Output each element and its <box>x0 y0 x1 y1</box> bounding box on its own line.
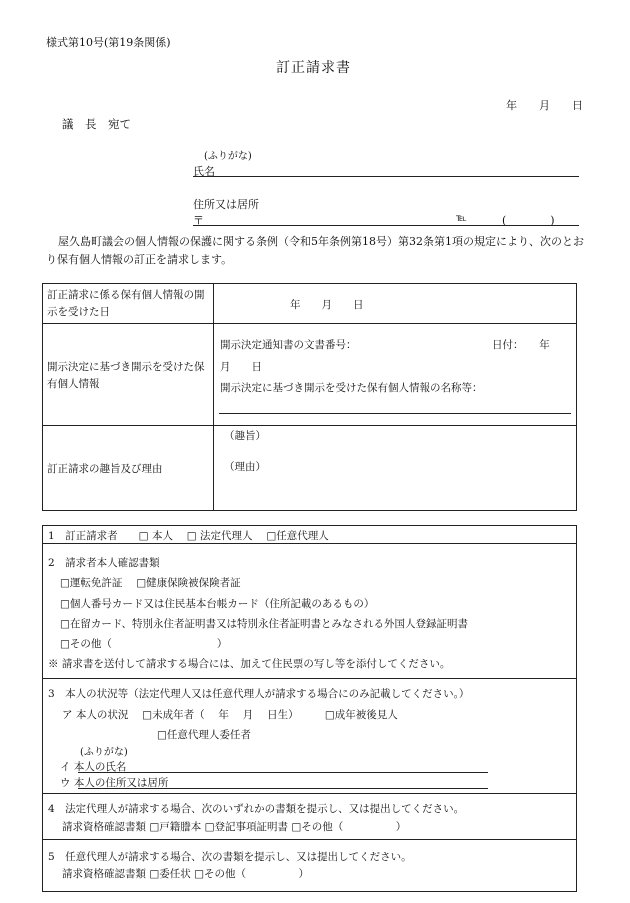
row1-label: 訂正請求に係る保有個人情報の開示を受けた日 <box>47 289 205 318</box>
person-address-line <box>78 788 488 789</box>
section2-note: ※ 請求書を送付して請求する場合には、加えて住民票の写し等を添付してください。 <box>48 658 451 670</box>
person-name-line <box>78 772 488 773</box>
section2-title: 2 請求者本人確認書類 <box>48 557 160 569</box>
row2-date[interactable]: 日付： 年 <box>492 339 550 351</box>
document-title: 訂正請求書 <box>276 60 351 76</box>
table-row-sep-1 <box>42 323 577 324</box>
table-row-sep-2 <box>42 425 577 426</box>
section4-title: 4 法定代理人が請求する場合、次のいずれかの書類を提示し、又は提出してください。 <box>48 803 465 815</box>
applicant-address-line[interactable] <box>193 225 579 226</box>
section2-line2[interactable]: □個人番号カード又は住民基本台帳カード（住所記載のあるもの） <box>60 598 375 610</box>
row2-label: 開示決定に基づき開示を受けた保有個人情報 <box>47 361 205 390</box>
row2-month-day: 月 日 <box>220 361 262 373</box>
row3-label: 訂正請求の趣旨及び理由 <box>47 463 163 475</box>
sep-3 <box>42 793 577 794</box>
section3-person-name[interactable]: イ 本人の氏名 <box>60 761 127 773</box>
applicant-name-label: 氏名 <box>193 165 215 178</box>
request-date: 年 月 日 <box>506 99 583 112</box>
applicant-address-label: 住所又は居所 <box>193 198 259 211</box>
section3-status[interactable]: ア 本人の状況 □未成年者（ 年 月 日生） □成年被後見人 <box>62 709 398 721</box>
tel-paren: ( ) <box>502 214 555 227</box>
applicant-furigana: (ふりがな) <box>204 151 252 162</box>
row3-reason[interactable]: （理由） <box>224 461 266 473</box>
intro-paragraph: 屋久島町議会の個人情報の保護に関する条例（令和5年条例第18号）第32条第1項の規定により、次のとおり保有個人情報の訂正を請求します。 <box>46 235 584 266</box>
section3-furigana: (ふりがな) <box>80 747 128 758</box>
table-divider <box>213 283 214 511</box>
section4-docs[interactable]: 請求資格確認書類 □戸籍謄本 □登記事項証明書 □その他（ ） <box>62 821 407 833</box>
sep-2 <box>42 678 577 679</box>
addressee: 議 長 宛て <box>62 117 131 131</box>
sep-4 <box>42 839 577 840</box>
section5-title: 5 任意代理人が請求する場合、次の書類を提示し、又は提出してください。 <box>48 851 412 863</box>
section3-title: 3 本人の状況等（法定代理人又は任意代理人が請求する場合にのみ記載してください。） <box>48 688 470 700</box>
applicant-name-line[interactable] <box>193 176 579 177</box>
form-number: 様式第10号(第19条関係) <box>46 36 171 49</box>
section2-line3[interactable]: □在留カード、特別永住者証明書又は特別永住者証明書とみなされる外国人登録証明書 <box>60 618 468 630</box>
tel-label: ℡ <box>456 213 467 224</box>
row2-info-line <box>219 413 571 414</box>
sep-1 <box>42 543 577 544</box>
section3-person-address[interactable]: ウ 本人の住所又は居所 <box>60 777 169 789</box>
row1-value[interactable]: 年 月 日 <box>290 299 364 311</box>
row2-doc-number[interactable]: 開示決定通知書の文書番号： <box>220 339 357 351</box>
section1-requester[interactable]: 1 訂正請求者 □ 本人 □ 法定代理人 □任意代理人 <box>48 530 329 542</box>
section3-status-2[interactable]: □任意代理人委任者 <box>157 729 251 741</box>
section2-line1[interactable]: □運転免許証 □健康保険被保険者証 <box>60 577 241 589</box>
postal-mark: 〒 <box>193 214 204 227</box>
row3-purpose[interactable]: （趣旨） <box>224 430 266 442</box>
row2-info-name[interactable]: 開示決定に基づき開示を受けた保有個人情報の名称等： <box>220 382 483 394</box>
section5-docs[interactable]: 請求資格確認書類 □委任状 □その他（ ） <box>62 868 310 880</box>
section2-line4[interactable]: □その他（ ） <box>60 638 228 650</box>
